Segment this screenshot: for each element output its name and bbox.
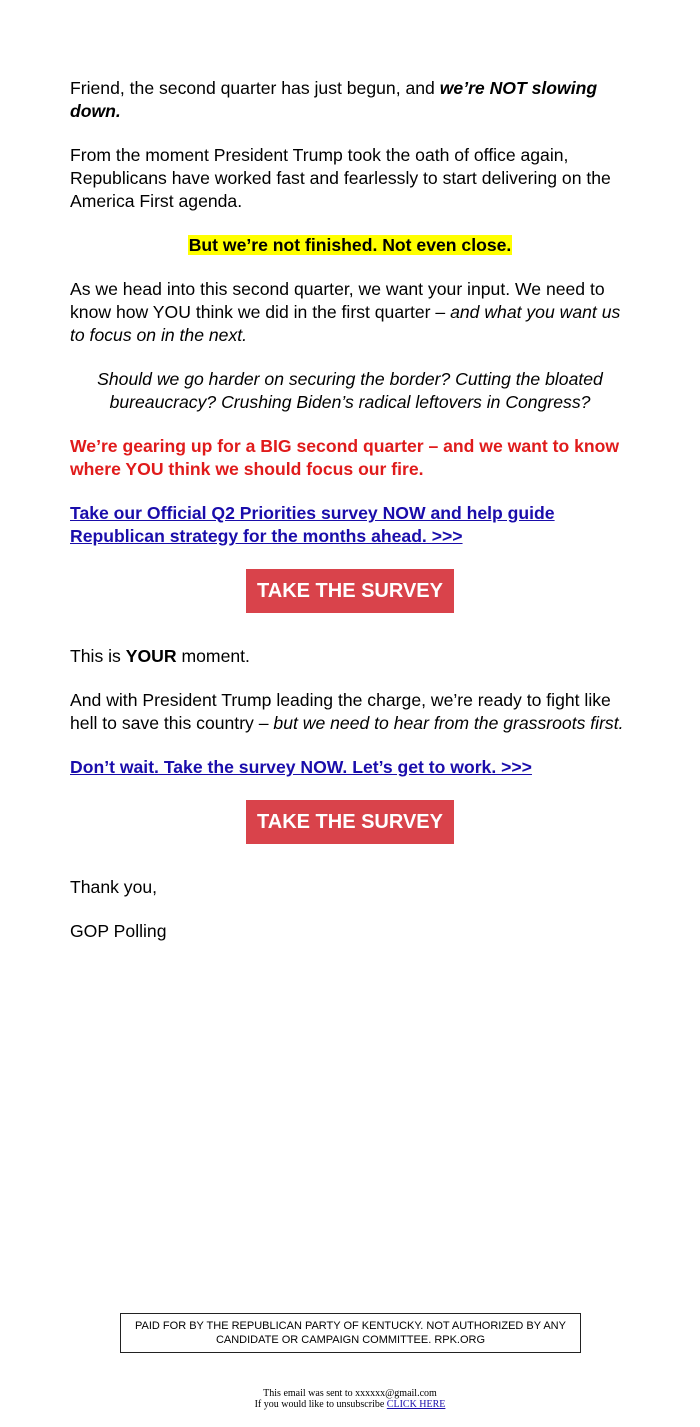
- intro-text: Friend, the second quarter has just begun, and: [70, 78, 440, 98]
- primary-link-paragraph: [70, 502, 630, 548]
- unsubscribe-text: If you would like to unsubscribe: [254, 1399, 387, 1410]
- input-text: As we head into this second quarter, we want your input. We need to know how YOU think we did in the first quarter –: [70, 279, 605, 322]
- input-paragraph: [70, 278, 630, 347]
- secondary-link-paragraph: [70, 756, 630, 779]
- email-body: [70, 77, 630, 964]
- intro-paragraph: [70, 77, 630, 123]
- moment-paragraph: [70, 645, 630, 668]
- signature: GOP Polling: [70, 921, 167, 941]
- signoff: Thank you,: [70, 877, 158, 897]
- intro-emphasis: we’re NOT slowing down.: [70, 78, 598, 121]
- fight-emphasis: but we need to hear from the grassroots first.: [273, 713, 624, 733]
- trump-paragraph: From the moment President Trump took the oath of office again, Republicans have worked fast and fearlessly to start delivering on the America First agenda.: [70, 145, 611, 211]
- moment-after: moment.: [176, 646, 250, 666]
- unsubscribe-link[interactable]: CLICK HERE: [386, 1399, 446, 1410]
- paid-for-disclaimer: PAID FOR BY THE REPUBLICAN PARTY OF KENTUCKY. NOT AUTHORIZED BY ANY CANDIDATE OR CAMPAIGN COMMITTEE. RPK.ORG: [120, 1313, 581, 1353]
- button-wrap-1: [70, 569, 630, 613]
- question-paragraph: [70, 368, 630, 414]
- survey-link-secondary[interactable]: Don’t wait. Take the survey NOW. Let’s get to work. >>>: [70, 757, 532, 777]
- fight-paragraph: [70, 689, 630, 735]
- take-survey-button-2[interactable]: TAKE THE SURVEY: [246, 800, 454, 844]
- email-footer: [0, 1388, 700, 1410]
- button-wrap-2: [70, 800, 630, 844]
- question-italic: Should we go harder on securing the border? Cutting the bloated bureaucracy? Crushing Biden’s radical leftovers in Congress?: [97, 369, 603, 412]
- unsubscribe-line: [0, 1399, 700, 1410]
- input-emphasis: and what you want us to focus on in the next.: [70, 302, 621, 345]
- red-callout: We’re gearing up for a BIG second quarter – and we want to know where YOU think we should focus our fire.: [70, 436, 620, 479]
- highlighted-text: But we’re not finished. Not even close.: [188, 235, 512, 255]
- moment-before: This is: [70, 646, 126, 666]
- survey-link-primary[interactable]: Take our Official Q2 Priorities survey NOW and help guide Republican strategy for the months ahead. >>>: [70, 503, 555, 546]
- take-survey-button-1[interactable]: TAKE THE SURVEY: [246, 569, 454, 613]
- sent-to-line: This email was sent to xxxxxx@gmail.com: [263, 1388, 437, 1399]
- moment-bold: YOUR: [125, 646, 177, 666]
- highlight-paragraph: [70, 234, 630, 257]
- fight-text: And with President Trump leading the charge, we’re ready to fight like hell to save this country –: [70, 690, 611, 733]
